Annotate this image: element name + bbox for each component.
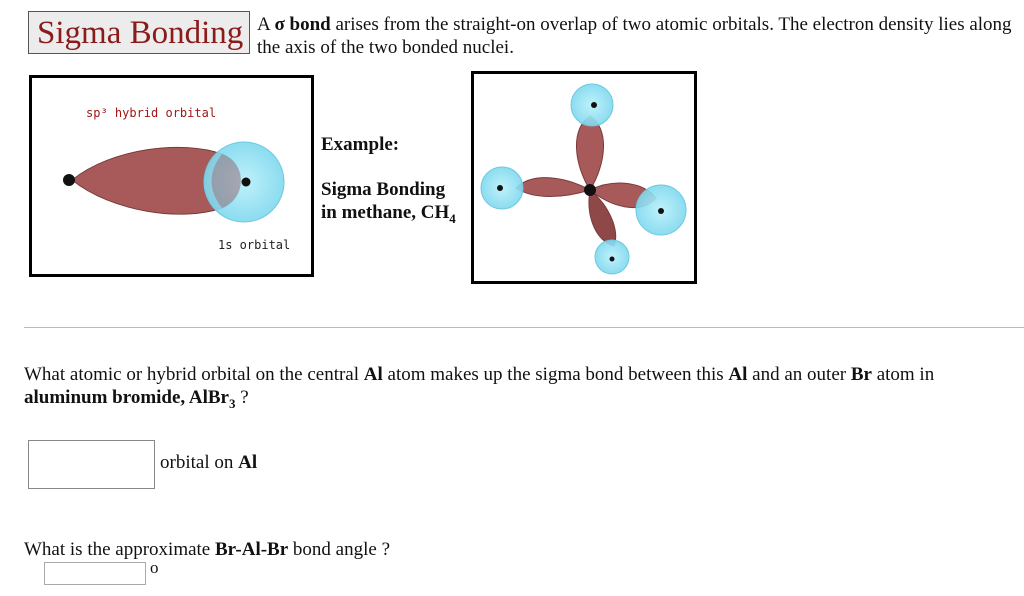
h-nucleus-bottom <box>610 257 615 262</box>
title-box <box>28 11 250 54</box>
lobe-left <box>516 178 590 197</box>
intro-sigma-bond: σ bond <box>274 14 331 35</box>
intro-part2: arises from the straight-on overlap of two atomic orbitals. The electron density lies along the axis of the two bonded nuclei. <box>257 14 1012 58</box>
question-2: What is the approximate Br-Al-Br bond angle ? <box>24 539 390 560</box>
sp3-orbital-label: sp³ hybrid orbital <box>86 106 217 120</box>
bond-angle-input[interactable] <box>44 562 146 585</box>
carbon-nucleus <box>63 174 75 186</box>
page-title: Sigma Bonding <box>37 15 244 51</box>
example-caption <box>321 178 456 230</box>
hydrogen-nucleus <box>242 178 251 187</box>
1s-orbital-label: 1s orbital <box>218 238 291 252</box>
example-line1: Sigma Bonding <box>321 179 446 200</box>
compound-name: aluminum bromide, AlBr$_3$ <box>24 387 236 411</box>
methane-diagram <box>474 74 694 281</box>
degree-symbol: o <box>150 558 159 577</box>
question-1: What atomic or hybrid orbital on the central Al atom makes up the sigma bond between this Al and an outer Br atom in aluminum bromide, AlBr$_3$ ? <box>24 364 935 411</box>
orbital-answer-label: orbital on Al <box>160 452 258 473</box>
example-line2: in methane, $CH_4$ <box>321 202 456 226</box>
orbital-answer-input[interactable] <box>28 440 155 489</box>
intro-part1: A <box>257 14 275 35</box>
sigma-overlap-figure <box>29 75 314 277</box>
methane-figure <box>471 71 697 284</box>
example-heading: Example: <box>321 134 400 155</box>
lobe-top <box>576 116 603 190</box>
h-nucleus-left <box>497 185 503 191</box>
h-nucleus-right <box>658 208 664 214</box>
h-nucleus-top <box>591 102 597 108</box>
carbon-nucleus <box>584 184 596 196</box>
intro-text <box>257 13 1017 59</box>
section-divider <box>24 327 1024 328</box>
